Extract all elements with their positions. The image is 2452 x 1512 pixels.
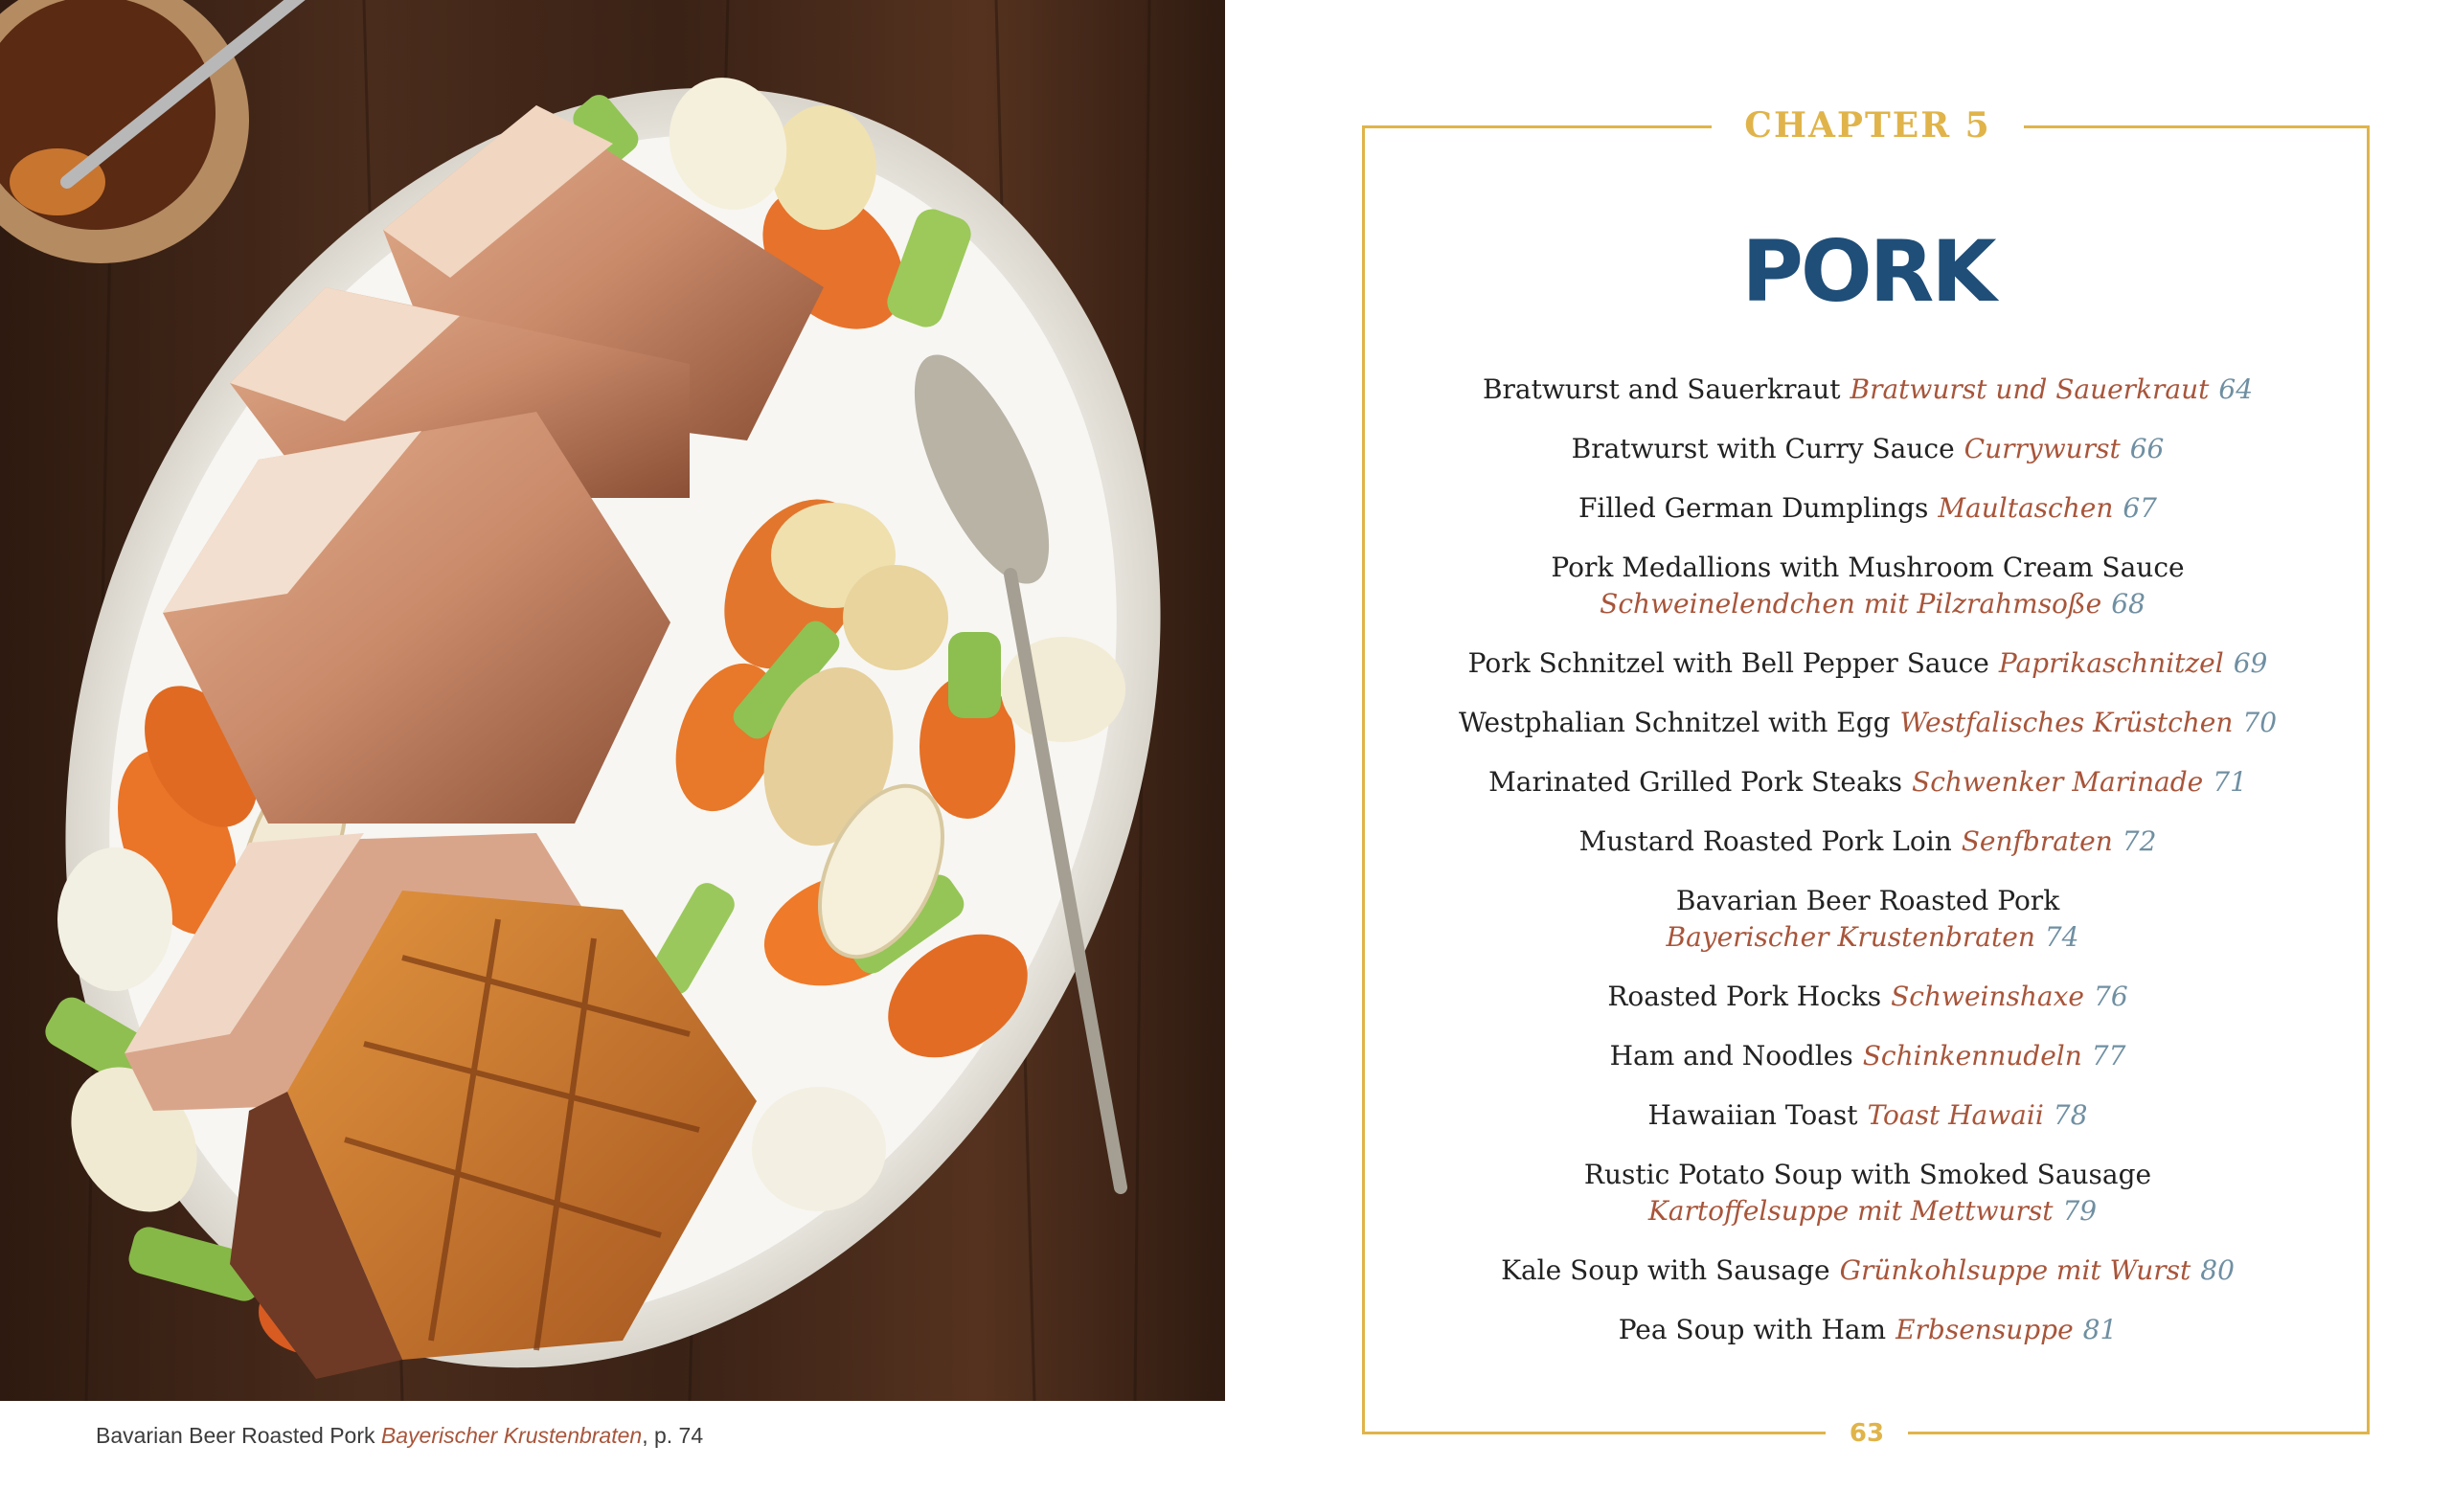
recipe-page-number: 69: [2233, 647, 2268, 679]
recipe-entry: [1379, 372, 2356, 408]
caption-german: Bayerischer Krustenbraten: [380, 1423, 643, 1448]
recipe-page-number: 79: [2062, 1195, 2098, 1227]
chapter-title: PORK: [1741, 222, 1994, 321]
recipe-english-name: Bratwurst and Sauerkraut: [1482, 373, 1841, 405]
recipe-page-number: 66: [2129, 433, 2165, 464]
recipe-page-number: 68: [2111, 588, 2146, 620]
recipe-entry: [1379, 1097, 2356, 1134]
recipe-english-name: Pork Schnitzel with Bell Pepper Sauce: [1467, 647, 1989, 679]
recipe-page-number: 76: [2094, 981, 2128, 1012]
recipe-english-name: Bratwurst with Curry Sauce: [1571, 433, 1955, 464]
recipe-german-name: Bayerischer Krustenbraten: [1666, 921, 2035, 953]
recipe-german-name: Schweinshaxe: [1891, 981, 2084, 1012]
roast-pork-photo: [0, 0, 1225, 1401]
recipe-entry: [1379, 645, 2356, 682]
recipe-entry: [1379, 824, 2356, 860]
recipe-english-name: Ham and Noodles: [1609, 1040, 1853, 1072]
recipe-german-name: Erbsensuppe: [1896, 1314, 2074, 1345]
recipe-entry: [1379, 1312, 2356, 1348]
recipe-english-name: Kale Soup with Sausage: [1501, 1254, 1830, 1286]
recipe-entry: [1379, 979, 2356, 1015]
recipe-german-name: Schinkennudeln: [1862, 1040, 2082, 1072]
recipe-page-number: 67: [2123, 492, 2157, 524]
recipe-entry: [1379, 1252, 2356, 1289]
recipe-list: [1379, 372, 2356, 1371]
recipe-english-name: Pork Medallions with Mushroom Cream Sauce: [1551, 552, 2185, 583]
recipe-english-name: Westphalian Schnitzel with Egg: [1458, 707, 1891, 738]
recipe-page-number: 80: [2200, 1254, 2235, 1286]
recipe-english-name: Roasted Pork Hocks: [1607, 981, 1882, 1012]
recipe-german-name: Toast Hawaii: [1867, 1099, 2044, 1131]
recipe-english-name: Bavarian Beer Roasted Pork: [1675, 885, 2060, 916]
recipe-page-number: 74: [2044, 921, 2079, 953]
recipe-english-name: Hawaiian Toast: [1647, 1099, 1858, 1131]
recipe-page-number: 81: [2082, 1314, 2118, 1345]
recipe-entry: [1379, 883, 2356, 956]
recipe-entry: [1379, 1038, 2356, 1074]
recipe-english-name: Mustard Roasted Pork Loin: [1578, 825, 1952, 857]
chapter-label: CHAPTER 5: [1744, 105, 1991, 146]
recipe-german-name: Grünkohlsuppe mit Wurst: [1839, 1254, 2191, 1286]
photo-caption: [96, 1423, 1197, 1449]
recipe-german-name: Schwenker Marinade: [1912, 766, 2204, 798]
recipe-german-name: Bratwurst und Sauerkraut: [1850, 373, 2210, 405]
recipe-entry: [1379, 1157, 2356, 1230]
recipe-page-number: 78: [2053, 1099, 2088, 1131]
recipe-entry: [1379, 431, 2356, 467]
recipe-german-name: Currywurst: [1964, 433, 2121, 464]
caption-english: Bavarian Beer Roasted Pork: [96, 1423, 375, 1448]
recipe-entry: [1379, 705, 2356, 741]
caption-page-ref: , p. 74: [642, 1423, 704, 1448]
recipe-english-name: Marinated Grilled Pork Steaks: [1488, 766, 1903, 798]
recipe-english-name: Filled German Dumplings: [1578, 492, 1929, 524]
recipe-german-name: Westfalisches Krüstchen: [1899, 707, 2234, 738]
recipe-german-name: Paprikaschnitzel: [1998, 647, 2224, 679]
recipe-page-number: 64: [2218, 373, 2254, 405]
recipe-entry: [1379, 550, 2356, 622]
recipe-entry: [1379, 490, 2356, 527]
recipe-page-number: 77: [2091, 1040, 2126, 1072]
recipe-page-number: 72: [2122, 825, 2157, 857]
recipe-english-name: Rustic Potato Soup with Smoked Sausage: [1583, 1159, 2152, 1190]
recipe-german-name: Schweinelendchen mit Pilzrahmsoße: [1600, 588, 2102, 620]
recipe-german-name: Maultaschen: [1938, 492, 2114, 524]
roast-pork-illustration: [0, 0, 1225, 1401]
recipe-english-name: Pea Soup with Ham: [1618, 1314, 1887, 1345]
recipe-german-name: Senfbraten: [1961, 825, 2113, 857]
recipe-page-number: 70: [2242, 707, 2278, 738]
recipe-entry: [1379, 764, 2356, 801]
page-number: 63: [1849, 1419, 1885, 1448]
recipe-page-number: 71: [2213, 766, 2247, 798]
recipe-german-name: Kartoffelsuppe mit Mettwurst: [1647, 1195, 2054, 1227]
